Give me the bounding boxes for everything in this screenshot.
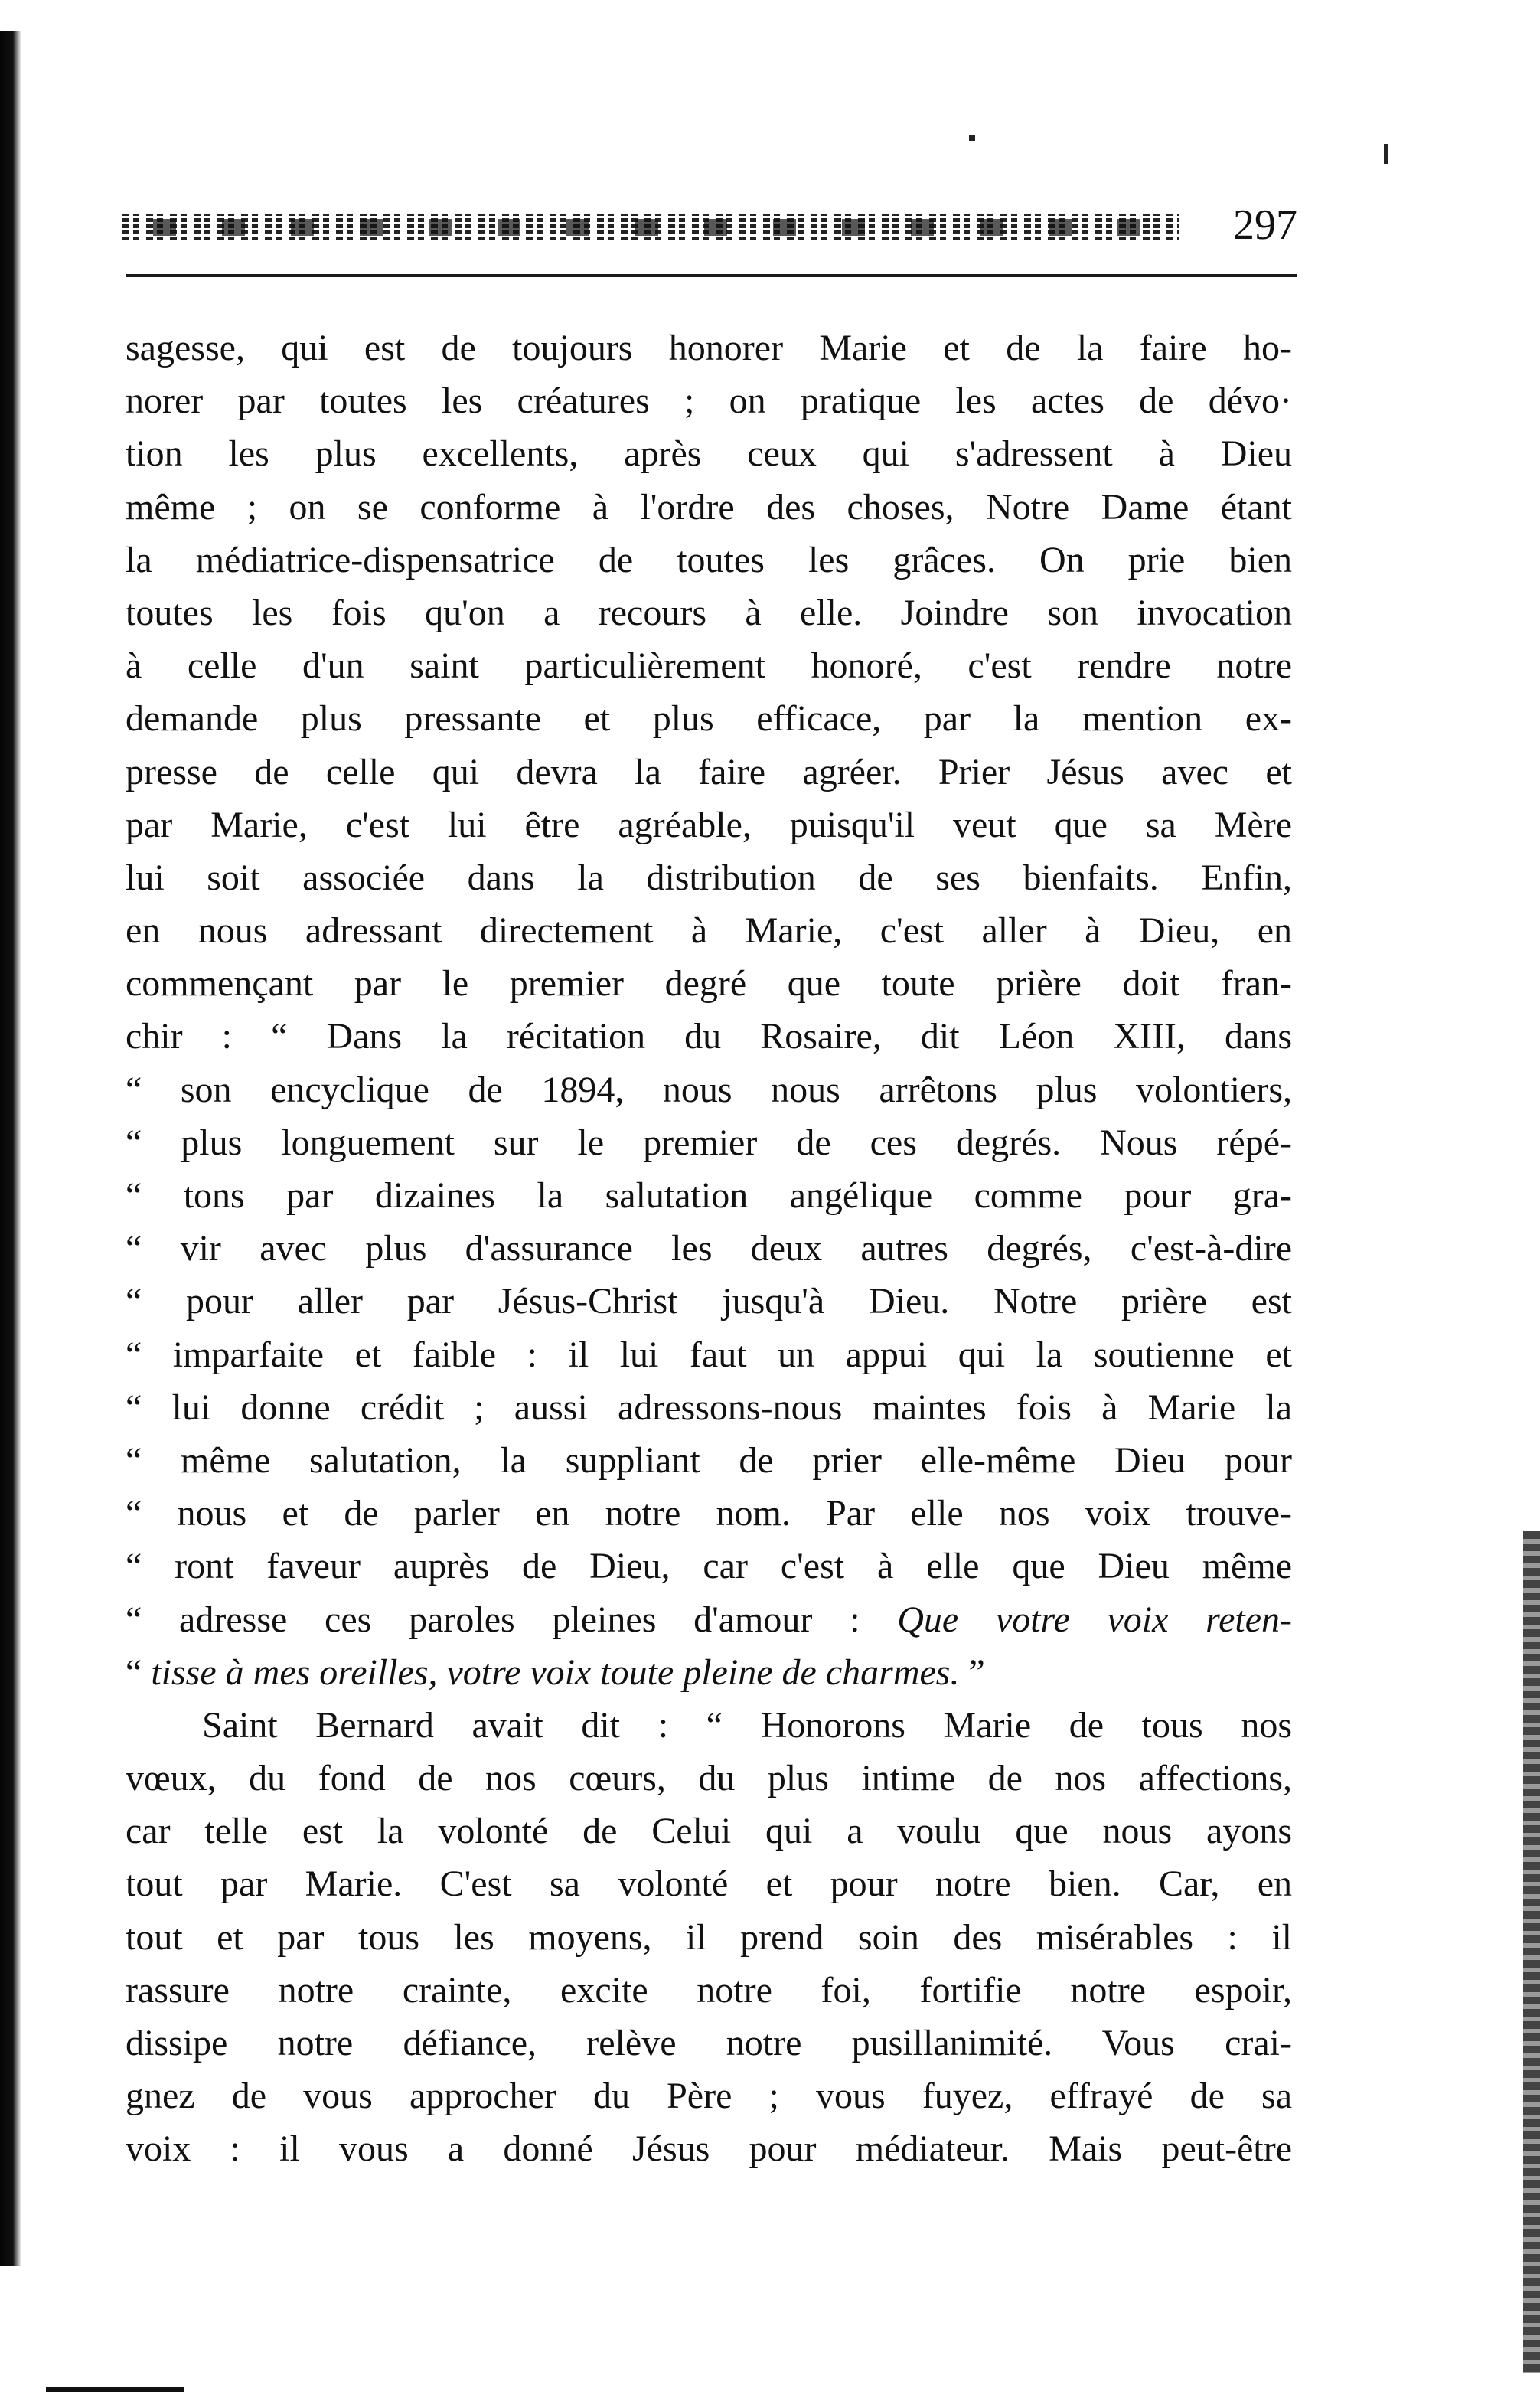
text-line-roman: “ nous et de parler en notre nom. Par elle nos voix trouve- [126, 1493, 1292, 1534]
text-line-roman: chir : “ Dans la récitation du Rosaire, dit Léon XIII, dans [126, 1016, 1292, 1057]
text-line [126, 2122, 1292, 2175]
text-line-roman: “ [126, 1651, 152, 1693]
text-line [126, 799, 1292, 851]
text-line [126, 1116, 1292, 1169]
text-line [126, 481, 1292, 534]
text-line [126, 1169, 1292, 1222]
header-ornament-detail [122, 219, 1179, 236]
text-line [126, 692, 1292, 745]
text-line-roman: “ pour aller par Jésus-Christ jusqu'à Dieu. Notre prière est [126, 1281, 1292, 1322]
page-number: 297 [1233, 201, 1297, 249]
text-line-roman: “ ront faveur auprès de Dieu, car c'est à elle que Dieu même [126, 1546, 1292, 1587]
body-text [126, 322, 1292, 2176]
text-line-roman: même ; on se conforme à l'ordre des choses, Notre Dame étant [126, 486, 1292, 528]
text-line-roman: Saint Bernard avait dit : “ Honorons Marie de tous nos [202, 1704, 1292, 1746]
text-line-roman: car telle est la volonté de Celui qui a voulu que nous ayons [126, 1811, 1292, 1852]
text-line-roman: par Marie, c'est lui être agréable, puisqu'il veut que sa Mère [126, 804, 1292, 845]
text-line [126, 1911, 1292, 1964]
text-line-roman: “ tons par dizaines la salutation angélique comme pour gra- [126, 1175, 1292, 1216]
text-line-roman: en nous adressant directement à Marie, c'est aller à Dieu, en [126, 910, 1292, 952]
text-line [126, 1540, 1292, 1592]
text-line-roman: toutes les fois qu'on a recours à elle. Joindre son invocation [126, 592, 1292, 633]
text-line-roman: lui soit associée dans la distribution de ses bienfaits. Enfin, [126, 857, 1292, 898]
scan-right-edge [1523, 1531, 1540, 2373]
text-line [126, 1434, 1292, 1487]
text-line-roman: vœux, du fond de nos cœurs, du plus intime de nos affections, [126, 1758, 1292, 1799]
text-line [126, 1805, 1292, 1857]
text-line [126, 851, 1292, 904]
scan-speck [1384, 144, 1388, 164]
text-line-italic: Que votre voix reten- [897, 1599, 1292, 1640]
running-header [122, 201, 1297, 250]
text-line [126, 904, 1292, 957]
text-line-roman: rassure notre crainte, excite notre foi, fortifie notre espoir, [126, 1969, 1292, 2011]
text-line-roman: voix : il vous a donné Jésus pour médiateur. Mais peut-être [126, 2128, 1292, 2170]
text-line [126, 639, 1292, 692]
scan-left-edge [0, 31, 21, 2266]
text-line-roman: commençant par le premier degré que toute prière doit fran- [126, 963, 1292, 1004]
text-line [126, 1752, 1292, 1805]
text-line-roman: tout et par tous les moyens, il prend soin des misérables : il [126, 1916, 1292, 1958]
text-line [126, 534, 1292, 586]
text-line [126, 1381, 1292, 1434]
text-line-roman: norer par toutes les créatures ; on pratique les actes de dévo· [126, 381, 1292, 422]
text-line-roman: “ plus longuement sur le premier de ces degrés. Nous répé- [126, 1122, 1292, 1163]
text-line-roman: “ vir avec plus d'assurance les deux autres degrés, c'est-à-dire [126, 1228, 1292, 1269]
scan-speck [969, 135, 975, 141]
text-line-roman: presse de celle qui devra la faire agréer. Prier Jésus avec et [126, 751, 1292, 792]
text-line [126, 1646, 1292, 1699]
text-line-italic: tisse à mes oreilles, votre voix toute pleine de charmes. [151, 1651, 960, 1693]
text-line-roman: “ même salutation, la suppliant de prier elle-même Dieu pour [126, 1439, 1292, 1481]
text-line [126, 427, 1292, 480]
text-line [126, 2069, 1292, 2122]
header-rule [126, 274, 1297, 277]
text-line [126, 1222, 1292, 1275]
text-line [126, 322, 1292, 374]
text-line [126, 746, 1292, 799]
text-line-roman: demande plus pressante et plus efficace, par la mention ex- [126, 698, 1292, 740]
text-line-roman: tion les plus excellents, après ceux qui s'adressent à Dieu [126, 433, 1292, 475]
text-line [126, 374, 1292, 427]
text-line [126, 1964, 1292, 2017]
text-line-roman: dissipe notre défiance, relève notre pusillanimité. Vous crai- [126, 2023, 1292, 2063]
text-line-roman: “ lui donne crédit ; aussi adressons-nous maintes fois à Marie la [126, 1387, 1292, 1428]
text-line [126, 2017, 1292, 2069]
text-line [126, 1275, 1292, 1328]
text-line-roman: sagesse, qui est de toujours honorer Marie et de la faire ho- [126, 328, 1292, 368]
text-line [126, 1328, 1292, 1381]
text-line [126, 1857, 1292, 1910]
text-line [126, 1487, 1292, 1540]
text-line [126, 586, 1292, 639]
text-line [126, 1699, 1292, 1752]
text-line-roman: la médiatrice-dispensatrice de toutes les grâces. On prie bien [126, 539, 1292, 580]
text-line-roman: à celle d'un saint particulièrement honoré, c'est rendre notre [126, 645, 1292, 687]
text-line-roman: “ imparfaite et faible : il lui faut un appui qui la soutienne et [126, 1334, 1292, 1375]
closing-quote: ” [959, 1651, 985, 1693]
text-line [126, 957, 1292, 1010]
text-line-roman: tout par Marie. C'est sa volonté et pour notre bien. Car, en [126, 1864, 1292, 1905]
text-line [126, 1063, 1292, 1116]
text-line-roman: gnez de vous approcher du Père ; vous fuyez, effrayé de sa [126, 2076, 1292, 2117]
text-line-roman: “ adresse ces paroles pleines d'amour : [126, 1599, 898, 1640]
text-line-roman: “ son encyclique de 1894, nous nous arrêtons plus volontiers, [126, 1069, 1292, 1110]
text-line [126, 1010, 1292, 1063]
scan-bottom-mark [46, 2387, 184, 2392]
text-line [126, 1593, 1292, 1646]
